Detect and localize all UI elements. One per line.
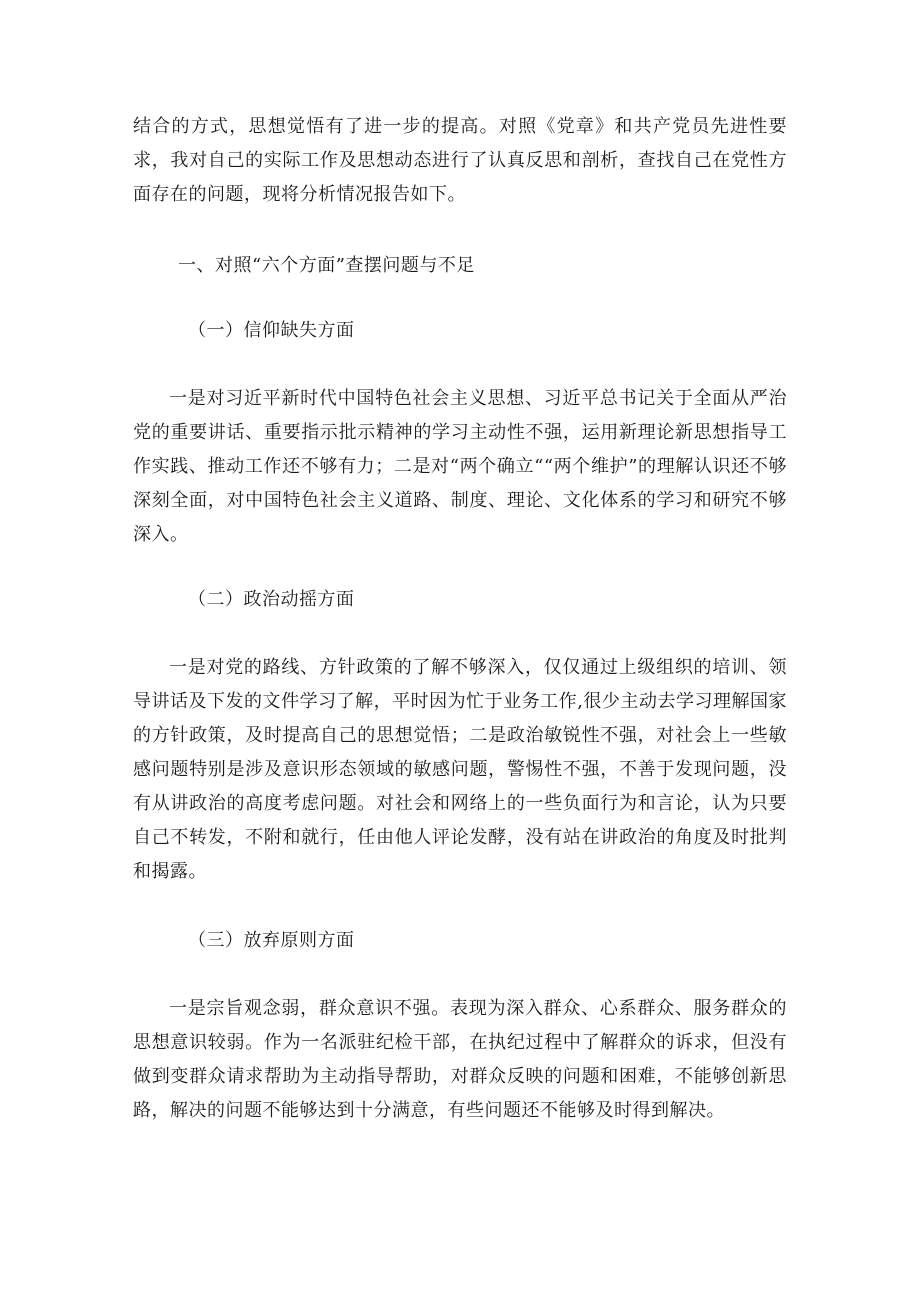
subsection-body-1: 一是对习近平新时代中国特色社会主义思想、习近平总书记关于全面从严治党的重要讲话、重要指示批示精神的学习主动性不强，运用新理论新思想指导工作实践、推动工作还不够有力；二是对“两个确立““两个维护”的理解认识还不够深刻全面，对中国特色社会主义道路、制度、理论、文化体系的学习和研究不够深入。 [133, 388, 787, 545]
subsection-body-3: 一是宗旨观念弱，群众意识不强。表现为深入群众、心系群众、服务群众的思想意识较弱。作为一名派驻纪检干部，在执纪过程中了解群众的诉求，但没有做到变群众请求帮助为主动指导帮助，对群众反映的问题和困难，不能够创新思路，解决的问题不能够达到十分满意，有些问题还不能够及时得到解决。 [133, 998, 787, 1121]
section-heading: 一、对照“六个方面”查摆问题与不足 [178, 255, 475, 276]
subsection-body-2: 一是对党的路线、方针政策的了解不够深入，仅仅通过上级组织的培训、领导讲话及下发的文件学习了解，平时因为忙于业务工作,很少主动去学习理解国家的方针政策，及时提高自己的思想觉悟；二是政治敏锐性不强，对社会上一些敏感问题特别是涉及意识形态领域的敏感问题，警惕性不强，不善于发现问题，没有从讲政治的高度考虑问题。对社会和网络上的一些负面行为和言论，认为只要自己不转发，不附和就行，任由他人评论发酵，没有站在讲政治的角度及时批判和揭露。 [133, 657, 787, 882]
subsection-heading-2: （二）政治动摇方面 [188, 589, 355, 610]
subsection-heading-3: （三）放弃原则方面 [188, 930, 355, 951]
intro-paragraph: 结合的方式，思想觉悟有了进一步的提高。对照《党章》和共产党员先进性要求，我对自己的实际工作及思想动态进行了认真反思和剖析，查找自己在党性方面存在的问题，现将分析情况报告如下。 [133, 116, 787, 205]
subsection-heading-1: （一）信仰缺失方面 [188, 320, 355, 341]
